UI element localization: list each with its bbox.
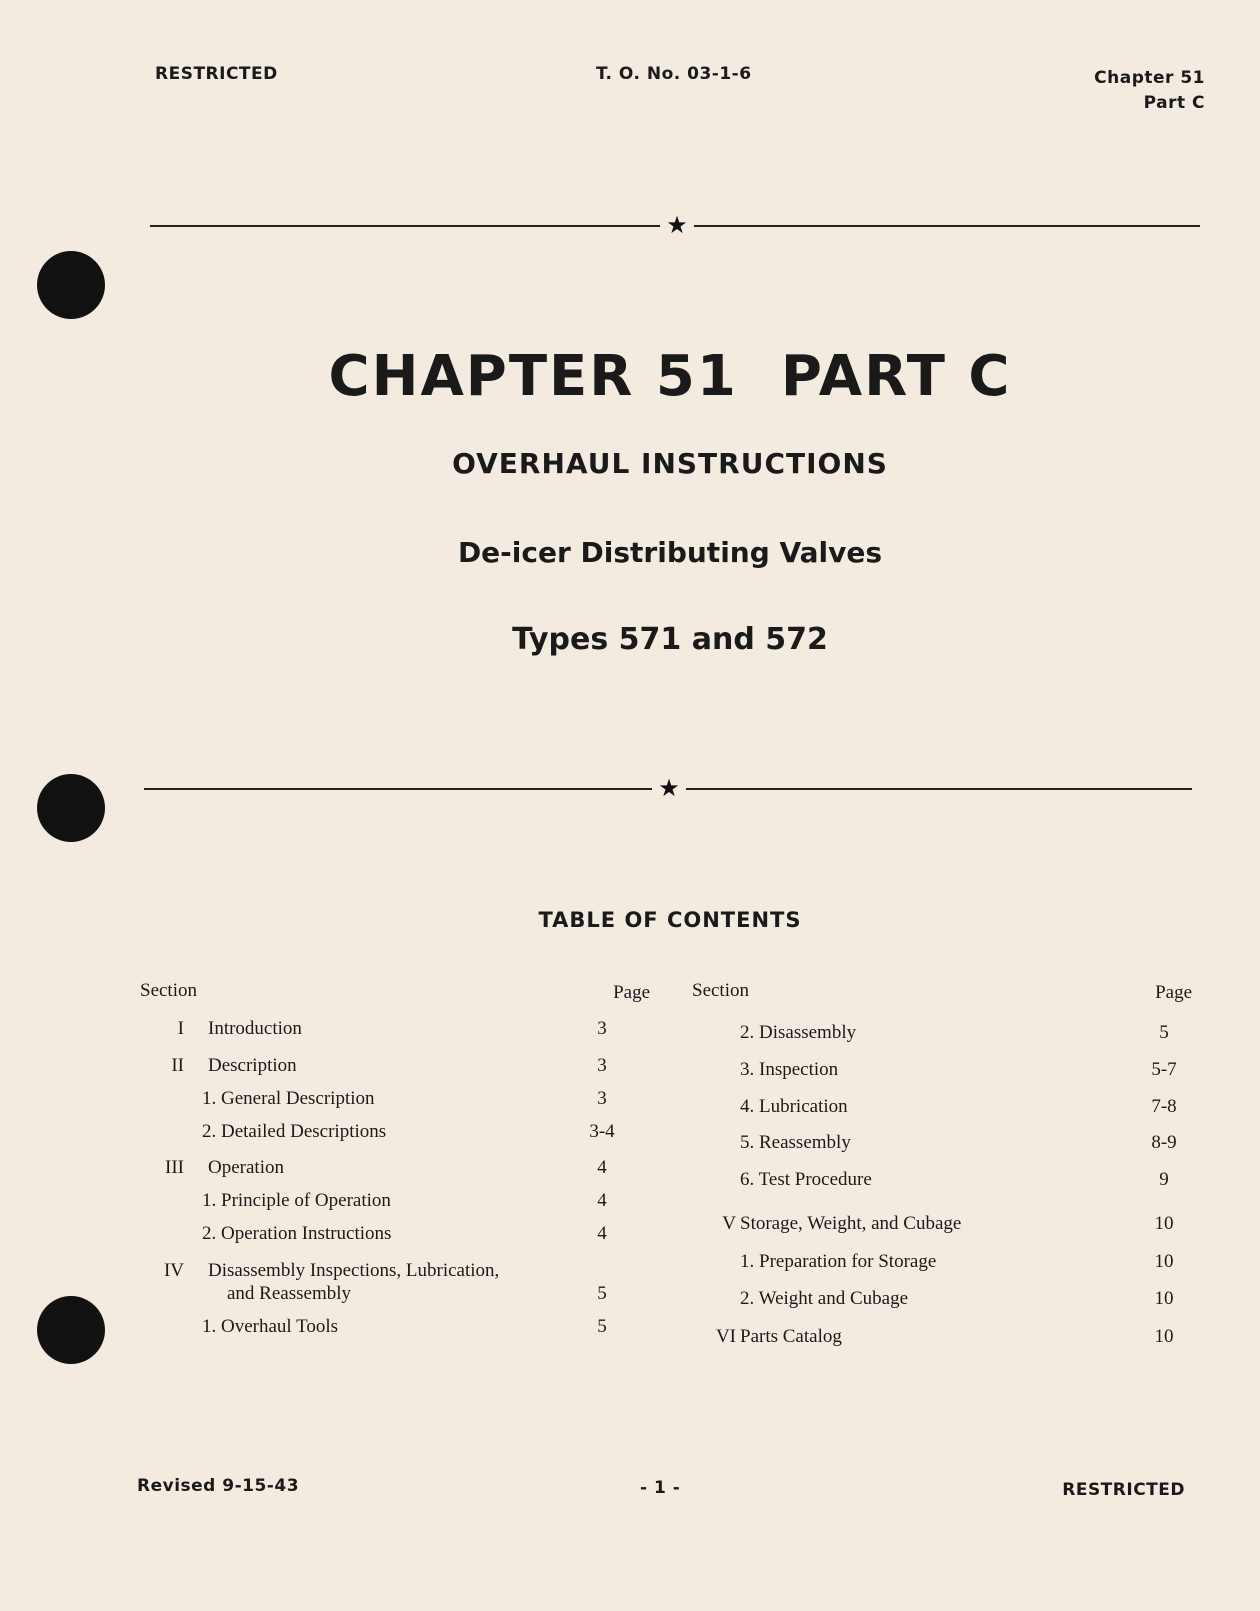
document-subtitle: OVERHAUL INSTRUCTIONS bbox=[452, 447, 888, 480]
toc-page-number: 10 bbox=[1154, 1326, 1174, 1347]
toc-page-number: 4 bbox=[597, 1157, 607, 1178]
toc-page-number: 5 bbox=[1159, 1022, 1169, 1043]
toc-column-header bbox=[140, 980, 650, 1010]
toc-entry-title: 2. Detailed Descriptions bbox=[202, 1121, 387, 1142]
toc-entry-title: 3. Inspection bbox=[740, 1059, 839, 1080]
header-part: Part C bbox=[1143, 93, 1205, 113]
toc-entry-title: 4. Lubrication bbox=[740, 1096, 848, 1117]
toc-entry-title: 1. General Description bbox=[202, 1088, 375, 1109]
page-column-label: Page bbox=[613, 982, 650, 1003]
toc-entry-title: 2. Disassembly bbox=[740, 1022, 857, 1043]
toc-section-number: III bbox=[165, 1157, 184, 1178]
toc-page-number: 8-9 bbox=[1151, 1132, 1177, 1153]
punch-hole-icon bbox=[37, 251, 105, 319]
punch-hole-icon bbox=[37, 1296, 105, 1364]
punch-hole-icon bbox=[37, 774, 105, 842]
toc-page-number: 4 bbox=[597, 1223, 607, 1244]
toc-entry-title: 5. Reassembly bbox=[740, 1132, 851, 1153]
toc-right-column bbox=[692, 980, 1192, 1347]
toc-heading: TABLE OF CONTENTS bbox=[538, 908, 802, 932]
divider-line bbox=[694, 225, 1200, 227]
star-icon: ★ bbox=[658, 776, 680, 802]
toc-entry-title: Disassembly Inspections, Lubrication, bbox=[208, 1260, 500, 1281]
toc-entry-title: 2. Operation Instructions bbox=[202, 1223, 392, 1244]
toc-page-number: 3 bbox=[597, 1055, 607, 1076]
divider-line bbox=[144, 788, 652, 790]
divider-line bbox=[150, 225, 660, 227]
section-column-label: Section bbox=[140, 980, 197, 1001]
toc-page-number: 10 bbox=[1154, 1213, 1174, 1234]
star-icon: ★ bbox=[666, 213, 688, 239]
middle-divider bbox=[144, 777, 1192, 801]
toc-entry-title: Operation bbox=[208, 1157, 284, 1178]
toc-page-number: 5 bbox=[597, 1283, 607, 1304]
toc-page-number: 9 bbox=[1159, 1169, 1169, 1190]
header-classification: RESTRICTED bbox=[155, 64, 278, 84]
footer-page-number: - 1 - bbox=[640, 1478, 681, 1498]
document-subject: De-icer Distributing Valves bbox=[457, 536, 883, 569]
toc-page-number: 5 bbox=[597, 1316, 607, 1337]
toc-entry-title: Storage, Weight, and Cubage bbox=[740, 1213, 962, 1234]
footer-revision: Revised 9-15-43 bbox=[137, 1476, 300, 1496]
toc-page-number: 3 bbox=[597, 1088, 607, 1109]
toc-page-number: 5-7 bbox=[1151, 1059, 1177, 1080]
footer-classification: RESTRICTED bbox=[1062, 1480, 1185, 1500]
toc-page-number: 10 bbox=[1154, 1251, 1174, 1272]
toc-entry-title: 1. Overhaul Tools bbox=[202, 1316, 339, 1337]
toc-entry-title: Introduction bbox=[208, 1018, 302, 1039]
header-chapter-part bbox=[1094, 66, 1205, 116]
toc-entry-title: Parts Catalog bbox=[740, 1326, 842, 1347]
toc-entry-title: 1. Principle of Operation bbox=[202, 1190, 391, 1211]
toc-page-number: 3-4 bbox=[589, 1121, 615, 1142]
section-column-label: Section bbox=[692, 980, 749, 1001]
chapter-title: CHAPTER 51 PART C bbox=[328, 344, 1012, 409]
toc-section-number: VI bbox=[715, 1326, 736, 1347]
toc-left-column bbox=[140, 980, 650, 1337]
document-types: Types 571 and 572 bbox=[512, 622, 828, 657]
header-chapter: Chapter 51 bbox=[1094, 68, 1205, 88]
toc-page-number: 7-8 bbox=[1151, 1096, 1177, 1117]
toc-entry-title: 1. Preparation for Storage bbox=[740, 1251, 937, 1272]
toc-entry-title: Description bbox=[208, 1055, 297, 1076]
toc-entry-title: and Reassembly bbox=[227, 1283, 352, 1304]
toc-page-number: 4 bbox=[597, 1190, 607, 1211]
toc-entry-title: 6. Test Procedure bbox=[740, 1169, 872, 1190]
toc-entry-title: 2. Weight and Cubage bbox=[740, 1288, 909, 1309]
page-column-label: Page bbox=[1155, 982, 1192, 1003]
toc-page-number: 10 bbox=[1154, 1288, 1174, 1309]
top-divider bbox=[150, 214, 1200, 238]
header-to-number: T. O. No. 03-1-6 bbox=[596, 64, 752, 84]
divider-line bbox=[686, 788, 1192, 790]
toc-section-number: IV bbox=[163, 1260, 184, 1281]
toc-section-number: I bbox=[177, 1018, 184, 1039]
toc-column-header bbox=[692, 980, 1192, 1010]
toc-section-number: V bbox=[722, 1213, 736, 1234]
toc-page-number: 3 bbox=[597, 1018, 607, 1039]
toc-section-number: II bbox=[171, 1055, 184, 1076]
